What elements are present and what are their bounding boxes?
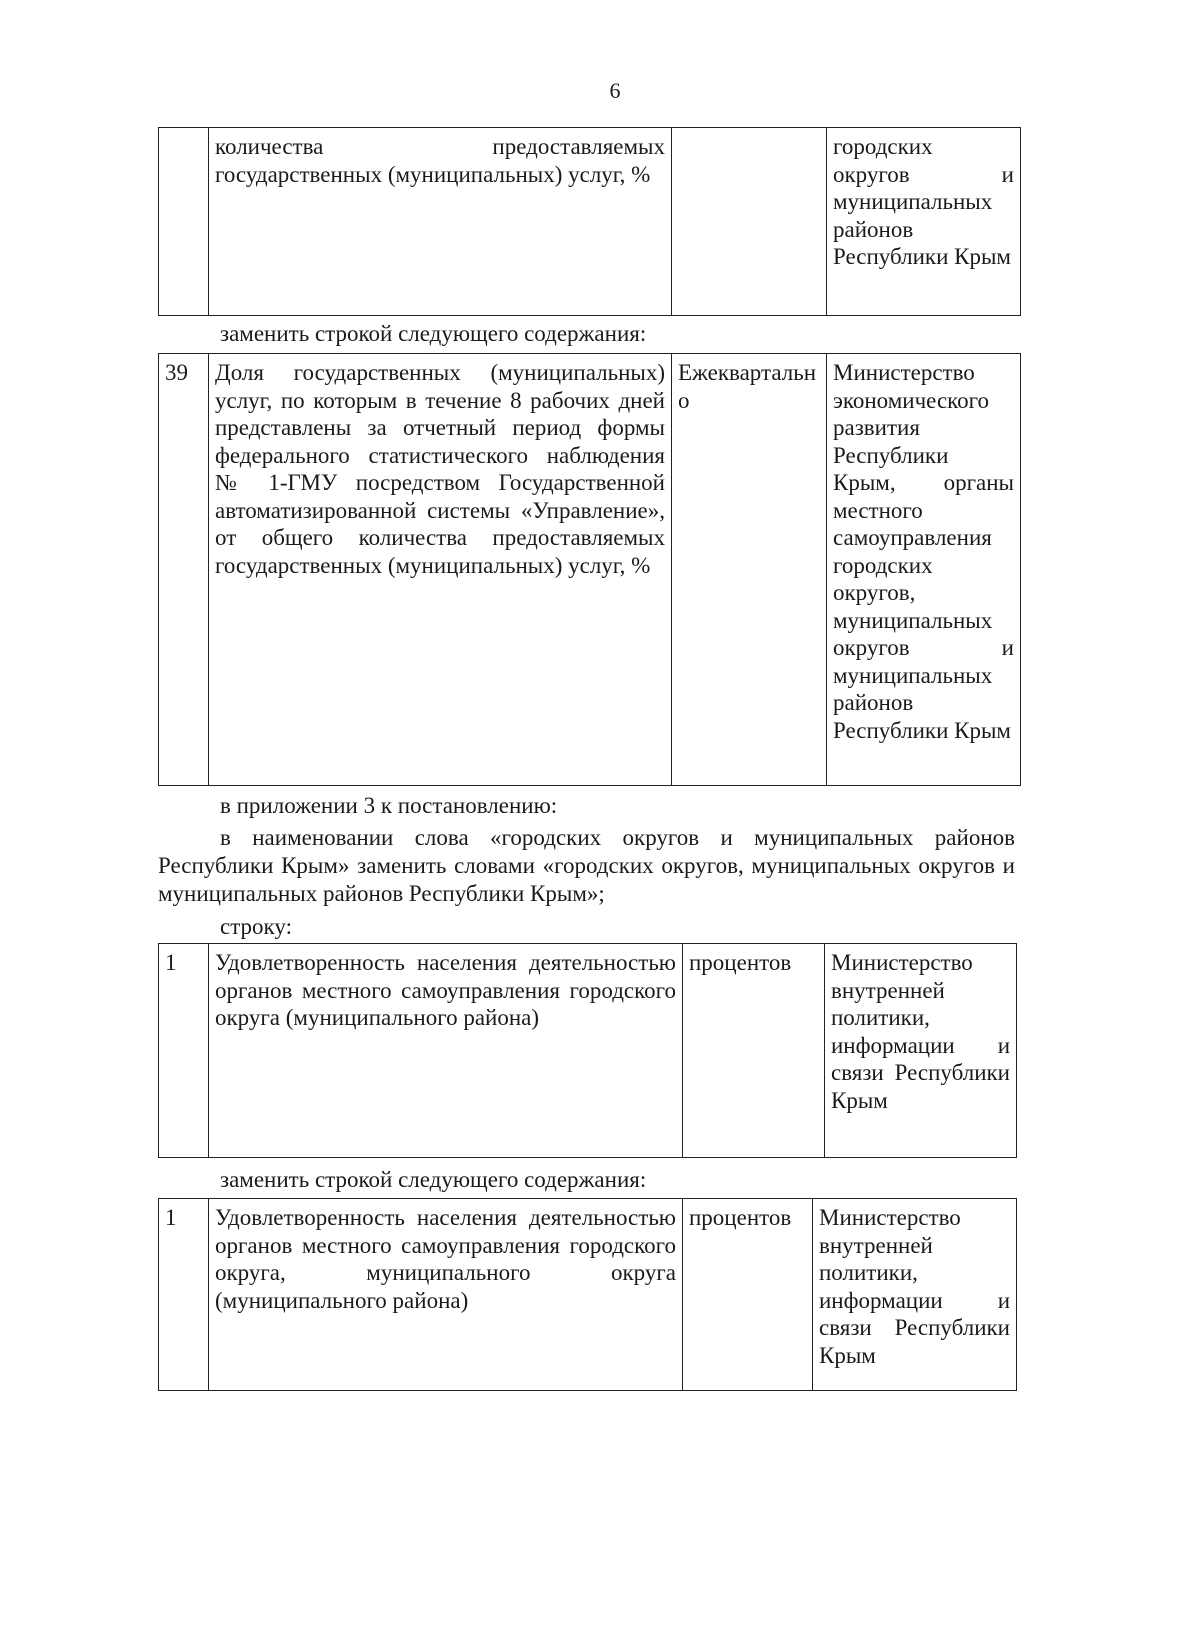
row-number-cell: 1 bbox=[159, 944, 209, 1158]
unit-cell bbox=[672, 128, 827, 316]
unit-text: Ежеквартально bbox=[678, 360, 816, 413]
table-old-row-1 bbox=[158, 943, 1017, 1158]
naming-amendment-text: в наименовании слова «городских округов и муниципальных районов Республики Крым» заменить словами «городских округов, муниципальных округов и муниципальных районов Республики Крым»; bbox=[158, 825, 1015, 906]
indicator-cell bbox=[209, 1199, 683, 1391]
indicator-text: Удовлетворенность населения деятельностью органов местного самоуправления городского округа, муниципального округа (муниципального района) bbox=[215, 1205, 676, 1313]
responsible-cell bbox=[825, 944, 1017, 1158]
indicator-cell bbox=[209, 354, 672, 786]
indicator-text: Доля государственных (муниципальных) услуг, по которым в течение 8 рабочих дней представлены за отчетный период формы федерального статистического наблюдения № 1-ГМУ посредством Государственной автоматизированной системы «Управление», от общего количества предоставляемых государственных (муниципальных) услуг, % bbox=[215, 360, 665, 578]
responsible-text: Министерство экономического развития Республики Крым, органы местного самоуправления городских округов, муниципальных округов и муниципальных районов Республики Крым bbox=[833, 360, 1014, 743]
table-row bbox=[159, 1199, 1017, 1391]
indicator-text: количества предоставляемых государственных (муниципальных) услуг, % bbox=[215, 134, 665, 187]
replace-instruction-1: заменить строкой следующего содержания: bbox=[220, 321, 647, 346]
row-number-cell: 39 bbox=[159, 354, 209, 786]
table-new-row-39 bbox=[158, 353, 1021, 786]
responsible-text: Министерство внутренней политики, информации и связи Республики Крым bbox=[819, 1205, 1010, 1368]
table-row bbox=[159, 944, 1017, 1158]
row-number-cell: 1 bbox=[159, 1199, 209, 1391]
indicator-text: Удовлетворенность населения деятельностью органов местного самоуправления городского округа (муниципального района) bbox=[215, 950, 676, 1030]
row-label: строку: bbox=[220, 914, 292, 939]
unit-cell: процентов bbox=[683, 1199, 813, 1391]
responsible-text: Министерство внутренней политики, информации и связи Республики Крым bbox=[831, 950, 1010, 1113]
responsible-cell bbox=[827, 128, 1021, 316]
replace-instruction-2: заменить строкой следующего содержания: bbox=[220, 1167, 647, 1192]
unit-cell bbox=[672, 354, 827, 786]
indicator-cell bbox=[209, 128, 672, 316]
indicator-cell bbox=[209, 944, 683, 1158]
appendix-3-line: в приложении 3 к постановлению: bbox=[220, 793, 558, 818]
responsible-cell bbox=[827, 354, 1021, 786]
table-new-row-1 bbox=[158, 1198, 1017, 1391]
table-row bbox=[159, 354, 1021, 786]
naming-amendment-paragraph bbox=[158, 824, 1015, 908]
unit-cell: процентов bbox=[683, 944, 825, 1158]
table-row bbox=[159, 128, 1021, 316]
page-number: 6 bbox=[609, 78, 621, 103]
table-old-row-continuation bbox=[158, 127, 1021, 316]
responsible-cell bbox=[813, 1199, 1017, 1391]
row-number-cell bbox=[159, 128, 209, 316]
responsible-text: городских округов и муниципальных районов Республики Крым bbox=[833, 134, 1014, 269]
